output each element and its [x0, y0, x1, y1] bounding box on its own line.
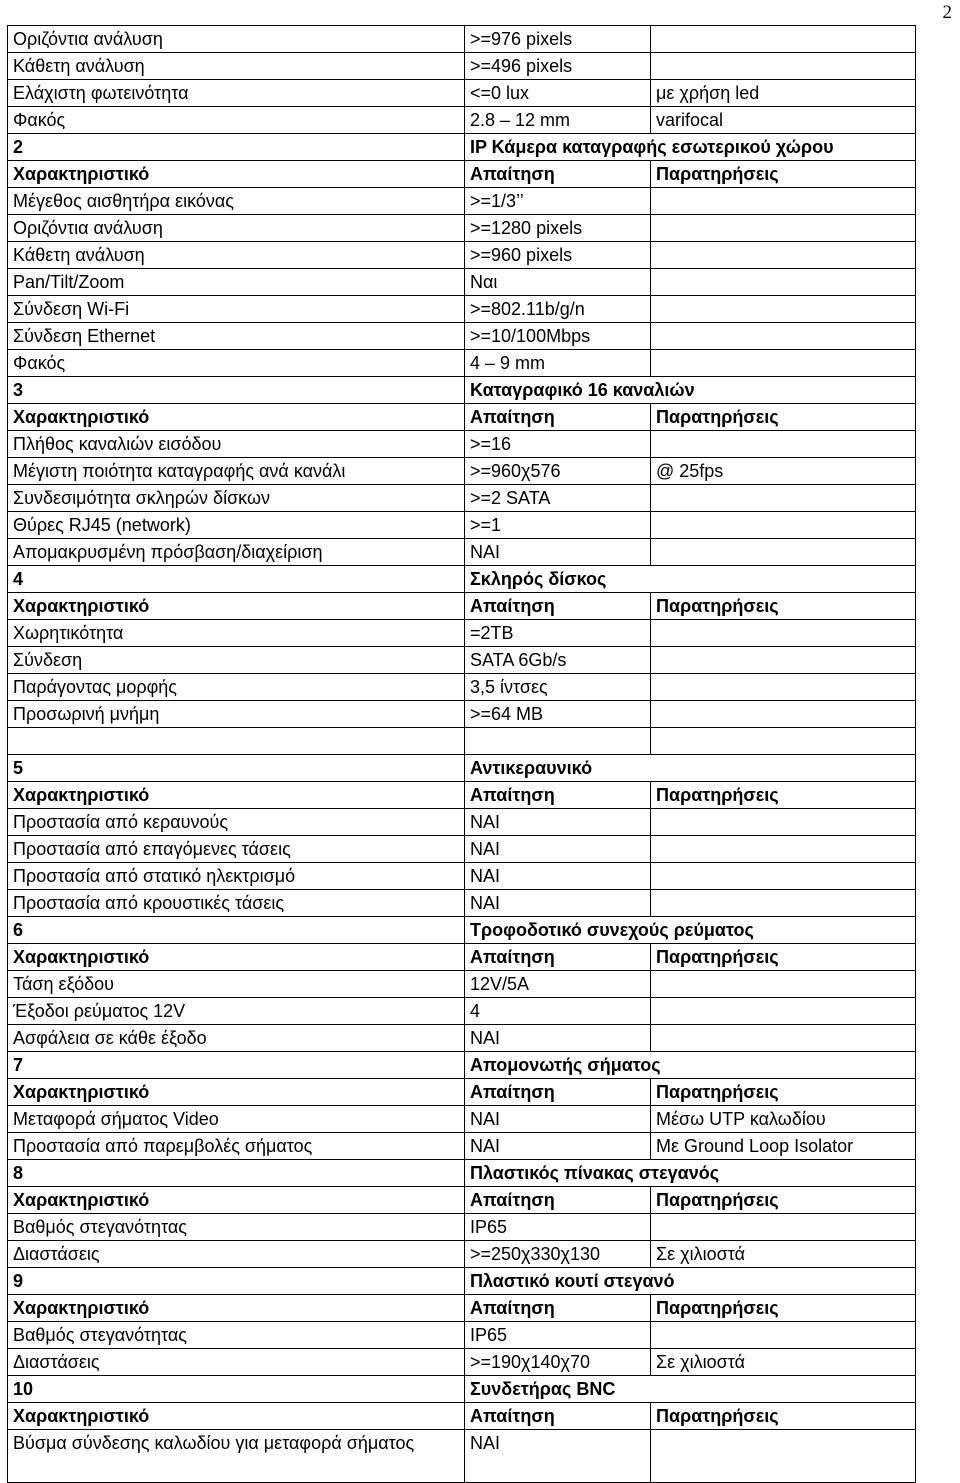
section-title-row [8, 1376, 916, 1403]
remarks-cell [651, 431, 916, 458]
table-row [8, 863, 916, 890]
requirement-cell: >=960 pixels [465, 242, 651, 269]
section-title-row [8, 1052, 916, 1079]
characteristic-cell: Παράγοντας μορφής [8, 674, 465, 701]
header-remarks: Παρατηρήσεις [651, 1403, 916, 1430]
table-header-row [8, 1403, 916, 1430]
blank-row [8, 728, 916, 755]
characteristic-cell: Συνδεσιμότητα σκληρών δίσκων [8, 485, 465, 512]
characteristic-cell: Προστασία από παρεμβολές σήματος [8, 1133, 465, 1160]
header-remarks: Παρατηρήσεις [651, 593, 916, 620]
requirement-cell: >=250χ330χ130 [465, 1241, 651, 1268]
table-header-row [8, 1079, 916, 1106]
header-requirement: Απαίτηση [465, 944, 651, 971]
table-row [8, 431, 916, 458]
table-row [8, 1322, 916, 1349]
requirement-cell: >=1 [465, 512, 651, 539]
characteristic-cell: Θύρες RJ45 (network) [8, 512, 465, 539]
requirement-cell: Ναι [465, 269, 651, 296]
requirement-cell: >=16 [465, 431, 651, 458]
remarks-cell: varifocal [651, 107, 916, 134]
remarks-cell [651, 350, 916, 377]
section-number: 3 [8, 377, 465, 404]
header-remarks: Παρατηρήσεις [651, 1295, 916, 1322]
section-number: 9 [8, 1268, 465, 1295]
header-requirement: Απαίτηση [465, 404, 651, 431]
remarks-cell [651, 323, 916, 350]
requirement-cell [465, 728, 651, 755]
section-title-row [8, 917, 916, 944]
specification-table-body [8, 26, 916, 1483]
table-row [8, 1025, 916, 1052]
remarks-cell: με χρήση led [651, 80, 916, 107]
requirement-cell: 4 [465, 998, 651, 1025]
section-title: Πλαστικός πίνακας στεγανός [465, 1160, 916, 1187]
remarks-cell [651, 674, 916, 701]
remarks-cell [651, 512, 916, 539]
remarks-cell [651, 269, 916, 296]
page-number: 2 [942, 2, 952, 23]
section-title-row [8, 134, 916, 161]
requirement-cell: 12V/5A [465, 971, 651, 998]
remarks-cell [651, 296, 916, 323]
table-row [8, 512, 916, 539]
table-row [8, 1214, 916, 1241]
section-number: 8 [8, 1160, 465, 1187]
table-row [8, 188, 916, 215]
header-remarks: Παρατηρήσεις [651, 161, 916, 188]
section-title-row [8, 1160, 916, 1187]
table-row [8, 215, 916, 242]
table-row [8, 26, 916, 53]
header-requirement: Απαίτηση [465, 1187, 651, 1214]
table-row [8, 1241, 916, 1268]
characteristic-cell: Φακός [8, 350, 465, 377]
characteristic-cell: Προσωρινή μνήμη [8, 701, 465, 728]
characteristic-cell: Οριζόντια ανάλυση [8, 26, 465, 53]
section-title: Καταγραφικό 16 καναλιών [465, 377, 916, 404]
table-row [8, 1430, 916, 1483]
header-remarks: Παρατηρήσεις [651, 1187, 916, 1214]
table-row [8, 539, 916, 566]
header-requirement: Απαίτηση [465, 782, 651, 809]
characteristic-cell: Βύσμα σύνδεσης καλωδίου για μεταφορά σήματος [8, 1430, 465, 1483]
requirement-cell: SATA 6Gb/s [465, 647, 651, 674]
section-title: Σκληρός δίσκος [465, 566, 916, 593]
table-row [8, 647, 916, 674]
header-characteristic: Χαρακτηριστικό [8, 944, 465, 971]
table-header-row [8, 1295, 916, 1322]
characteristic-cell: Pan/Tilt/Zoom [8, 269, 465, 296]
characteristic-cell: Πλήθος καναλιών εισόδου [8, 431, 465, 458]
section-number: 4 [8, 566, 465, 593]
remarks-cell [651, 890, 916, 917]
requirement-cell: >=802.11b/g/n [465, 296, 651, 323]
table-row [8, 107, 916, 134]
header-characteristic: Χαρακτηριστικό [8, 1187, 465, 1214]
remarks-cell [651, 1025, 916, 1052]
section-title: Πλαστικό κουτί στεγανό [465, 1268, 916, 1295]
section-title-row [8, 755, 916, 782]
remarks-cell [651, 1214, 916, 1241]
table-row [8, 890, 916, 917]
remarks-cell [651, 998, 916, 1025]
remarks-cell [651, 188, 916, 215]
remarks-cell [651, 863, 916, 890]
characteristic-cell: Ασφάλεια σε κάθε έξοδο [8, 1025, 465, 1052]
requirement-cell: IP65 [465, 1214, 651, 1241]
requirement-cell: >=10/100Mbps [465, 323, 651, 350]
characteristic-cell: Προστασία από στατικό ηλεκτρισμό [8, 863, 465, 890]
remarks-cell [651, 701, 916, 728]
characteristic-cell: Διαστάσεις [8, 1241, 465, 1268]
header-requirement: Απαίτηση [465, 593, 651, 620]
remarks-cell: Με Ground Loop Isolator [651, 1133, 916, 1160]
characteristic-cell [8, 728, 465, 755]
requirement-cell: >=190χ140χ70 [465, 1349, 651, 1376]
header-requirement: Απαίτηση [465, 1079, 651, 1106]
section-title-row [8, 1268, 916, 1295]
requirement-cell: ΝΑΙ [465, 1133, 651, 1160]
requirement-cell: >=64 MB [465, 701, 651, 728]
table-row [8, 458, 916, 485]
requirement-cell: >=1280 pixels [465, 215, 651, 242]
remarks-cell [651, 26, 916, 53]
table-row [8, 674, 916, 701]
characteristic-cell: Κάθετη ανάλυση [8, 53, 465, 80]
characteristic-cell: Κάθετη ανάλυση [8, 242, 465, 269]
section-title-row [8, 566, 916, 593]
table-row [8, 242, 916, 269]
requirement-cell: ΝΑΙ [465, 539, 651, 566]
characteristic-cell: Έξοδοι ρεύματος 12V [8, 998, 465, 1025]
header-remarks: Παρατηρήσεις [651, 404, 916, 431]
section-number: 6 [8, 917, 465, 944]
remarks-cell: Μέσω UTP καλωδίου [651, 1106, 916, 1133]
header-remarks: Παρατηρήσεις [651, 944, 916, 971]
table-row [8, 1349, 916, 1376]
section-title: Τροφοδοτικό συνεχούς ρεύματος [465, 917, 916, 944]
table-row [8, 998, 916, 1025]
characteristic-cell: Μέγεθος αισθητήρα εικόνας [8, 188, 465, 215]
remarks-cell [651, 1430, 916, 1483]
remarks-cell [651, 1322, 916, 1349]
remarks-cell: @ 25fps [651, 458, 916, 485]
characteristic-cell: Ελάχιστη φωτεινότητα [8, 80, 465, 107]
table-row [8, 269, 916, 296]
remarks-cell [651, 620, 916, 647]
remarks-cell [651, 485, 916, 512]
table-row [8, 836, 916, 863]
requirement-cell: ΝΑΙ [465, 863, 651, 890]
section-number: 5 [8, 755, 465, 782]
remarks-cell: Σε χιλιοστά [651, 1241, 916, 1268]
remarks-cell [651, 539, 916, 566]
remarks-cell [651, 242, 916, 269]
remarks-cell [651, 728, 916, 755]
requirement-cell: >=496 pixels [465, 53, 651, 80]
table-header-row [8, 593, 916, 620]
header-characteristic: Χαρακτηριστικό [8, 1079, 465, 1106]
header-characteristic: Χαρακτηριστικό [8, 161, 465, 188]
table-row [8, 1106, 916, 1133]
remarks-cell [651, 836, 916, 863]
characteristic-cell: Φακός [8, 107, 465, 134]
table-row [8, 296, 916, 323]
requirement-cell: ΝΑΙ [465, 890, 651, 917]
requirement-cell: ΝΑΙ [465, 1106, 651, 1133]
table-row [8, 323, 916, 350]
characteristic-cell: Σύνδεση Ethernet [8, 323, 465, 350]
requirement-cell: <=0 lux [465, 80, 651, 107]
characteristic-cell: Προστασία από κεραυνούς [8, 809, 465, 836]
header-characteristic: Χαρακτηριστικό [8, 404, 465, 431]
table-row [8, 1133, 916, 1160]
characteristic-cell: Οριζόντια ανάλυση [8, 215, 465, 242]
section-title: IP Κάμερα καταγραφής εσωτερικού χώρου [465, 134, 916, 161]
table-header-row [8, 1187, 916, 1214]
table-row [8, 809, 916, 836]
table-row [8, 80, 916, 107]
characteristic-cell: Σύνδεση Wi-Fi [8, 296, 465, 323]
characteristic-cell: Προστασία από κρουστικές τάσεις [8, 890, 465, 917]
requirement-cell: >=2 SATA [465, 485, 651, 512]
header-characteristic: Χαρακτηριστικό [8, 593, 465, 620]
table-header-row [8, 161, 916, 188]
section-title-row [8, 377, 916, 404]
characteristic-cell: Χωρητικότητα [8, 620, 465, 647]
remarks-cell [651, 647, 916, 674]
requirement-cell: >=976 pixels [465, 26, 651, 53]
characteristic-cell: Βαθμός στεγανότητας [8, 1322, 465, 1349]
header-requirement: Απαίτηση [465, 1403, 651, 1430]
section-number: 10 [8, 1376, 465, 1403]
specification-table [7, 25, 916, 1483]
remarks-cell: Σε χιλιοστά [651, 1349, 916, 1376]
characteristic-cell: Διαστάσεις [8, 1349, 465, 1376]
header-remarks: Παρατηρήσεις [651, 782, 916, 809]
section-title: Συνδετήρας BNC [465, 1376, 916, 1403]
header-requirement: Απαίτηση [465, 1295, 651, 1322]
requirement-cell: 3,5 ίντσες [465, 674, 651, 701]
requirement-cell: ΝΑΙ [465, 836, 651, 863]
characteristic-cell: Μεταφορά σήματος Video [8, 1106, 465, 1133]
table-header-row [8, 944, 916, 971]
table-row [8, 971, 916, 998]
requirement-cell: ΝΑΙ [465, 1025, 651, 1052]
remarks-cell [651, 971, 916, 998]
table-row [8, 620, 916, 647]
header-characteristic: Χαρακτηριστικό [8, 782, 465, 809]
characteristic-cell: Βαθμός στεγανότητας [8, 1214, 465, 1241]
characteristic-cell: Απομακρυσμένη πρόσβαση/διαχείριση [8, 539, 465, 566]
header-characteristic: Χαρακτηριστικό [8, 1295, 465, 1322]
table-row [8, 485, 916, 512]
section-number: 2 [8, 134, 465, 161]
header-requirement: Απαίτηση [465, 161, 651, 188]
remarks-cell [651, 53, 916, 80]
characteristic-cell: Μέγιστη ποιότητα καταγραφής ανά κανάλι [8, 458, 465, 485]
section-number: 7 [8, 1052, 465, 1079]
remarks-cell [651, 809, 916, 836]
section-title: Αντικεραυνικό [465, 755, 916, 782]
requirement-cell: >=960χ576 [465, 458, 651, 485]
section-title: Απομονωτής σήματος [465, 1052, 916, 1079]
table-row [8, 701, 916, 728]
table-header-row [8, 782, 916, 809]
characteristic-cell: Τάση εξόδου [8, 971, 465, 998]
requirement-cell: ΝΑΙ [465, 809, 651, 836]
requirement-cell: IP65 [465, 1322, 651, 1349]
requirement-cell: ΝΑΙ [465, 1430, 651, 1483]
requirement-cell: 2.8 – 12 mm [465, 107, 651, 134]
requirement-cell: >=1/3’’ [465, 188, 651, 215]
table-row [8, 53, 916, 80]
requirement-cell: =2TB [465, 620, 651, 647]
header-characteristic: Χαρακτηριστικό [8, 1403, 465, 1430]
table-row [8, 350, 916, 377]
characteristic-cell: Προστασία από επαγόμενες τάσεις [8, 836, 465, 863]
table-header-row [8, 404, 916, 431]
remarks-cell [651, 215, 916, 242]
header-remarks: Παρατηρήσεις [651, 1079, 916, 1106]
characteristic-cell: Σύνδεση [8, 647, 465, 674]
requirement-cell: 4 – 9 mm [465, 350, 651, 377]
